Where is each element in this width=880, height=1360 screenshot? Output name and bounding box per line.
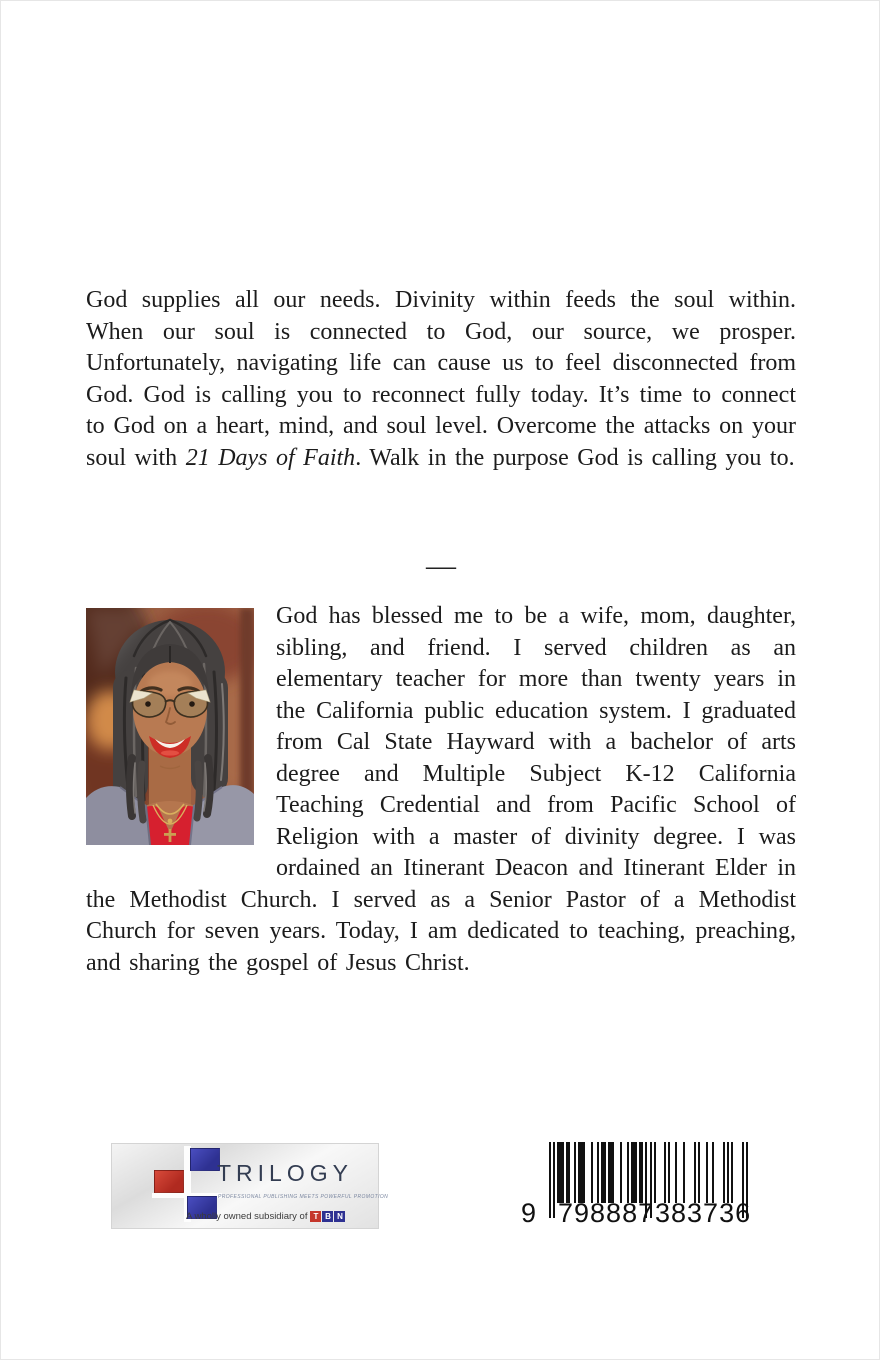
trilogy-tagline: PROFESSIONAL PUBLISHING MEETS POWERFUL PROMOTION — [218, 1194, 389, 1200]
tbn-letter-b: B — [322, 1211, 333, 1222]
subsidiary-text: A wholly owned subsidiary of — [186, 1211, 308, 1222]
author-portrait-illustration — [86, 608, 254, 845]
barcode-bar — [731, 1142, 733, 1203]
barcode-bar — [698, 1142, 700, 1203]
barcode-bar — [723, 1142, 725, 1203]
barcode-bar — [727, 1142, 729, 1203]
isbn-barcode — [521, 1142, 752, 1232]
blurb-text-after: . Walk in the purpose God is calling you to. — [355, 444, 795, 471]
barcode-bar — [654, 1142, 656, 1203]
barcode-bar — [620, 1142, 622, 1203]
barcode-bar — [549, 1142, 551, 1218]
back-cover-blurb — [86, 285, 796, 474]
barcode-digits-left: 798887 — [558, 1198, 655, 1228]
author-bio-text: God has blessed me to be a wife, mom, daughter, sibling, and friend. I served children as an elementary teacher for more than twenty years in the California public education system. I graduated from Cal State Hayward with a bachelor of arts degree and Multiple Subject K-12 California Teaching Credential and from Pacific School of Religion with a master of divinity degree. I was ordained an Itinerant Deacon and Itinerant Elder in the Methodist Church. I served as a Senior Pastor of a Methodist Church for seven years. Today, I am dedicated to teaching, preaching, and sharing the gospel of Jesus Christ. — [86, 603, 796, 976]
section-divider: — — [426, 549, 456, 582]
tbn-letter-n: N — [334, 1211, 345, 1222]
barcode-bar — [664, 1142, 666, 1203]
barcode-bar — [574, 1142, 576, 1203]
barcode-bar — [612, 1142, 614, 1203]
trilogy-wordmark: TRILOGY — [217, 1160, 353, 1186]
barcode-bar — [591, 1142, 593, 1203]
publisher-logo — [111, 1143, 389, 1229]
barcode-bar — [562, 1142, 564, 1203]
barcode-digits-right: 383736 — [655, 1198, 752, 1228]
barcode-bar — [675, 1142, 677, 1203]
blurb-text-before: God supplies all our needs. Divinity within feeds the soul within. When our soul is connected to God, our source, we prosper. Unfortunately, navigating life can cause us to feel disconnected from God. God is calling you to reconnect fully today. It’s time to connect to God on a heart, mind, and soul level. Overcome the attacks on your soul with — [86, 287, 796, 471]
tbn-letter-t: T — [310, 1211, 321, 1222]
barcode-bar — [583, 1142, 585, 1203]
barcode-bar — [635, 1142, 637, 1203]
logo-red-square — [154, 1170, 184, 1193]
barcode-bar — [683, 1142, 685, 1203]
barcode-bar — [668, 1142, 670, 1203]
barcode-bar — [706, 1142, 708, 1203]
logo-blue-square-top — [190, 1148, 220, 1171]
barcode-bar — [568, 1142, 570, 1203]
barcode-bar — [712, 1142, 714, 1203]
subsidiary-line — [186, 1210, 345, 1223]
author-bio-section — [86, 601, 796, 979]
barcode-bar — [627, 1142, 629, 1203]
barcode-bar — [603, 1142, 605, 1203]
book-title-italic: 21 Days of Faith — [185, 444, 356, 471]
barcode-bar — [597, 1142, 599, 1203]
barcode-prefix-digit: 9 — [521, 1198, 538, 1228]
author-photo — [86, 608, 254, 845]
barcode-bar — [641, 1142, 643, 1203]
barcode-bar — [553, 1142, 555, 1218]
barcode-bar — [694, 1142, 696, 1203]
tbn-logo — [310, 1211, 345, 1222]
